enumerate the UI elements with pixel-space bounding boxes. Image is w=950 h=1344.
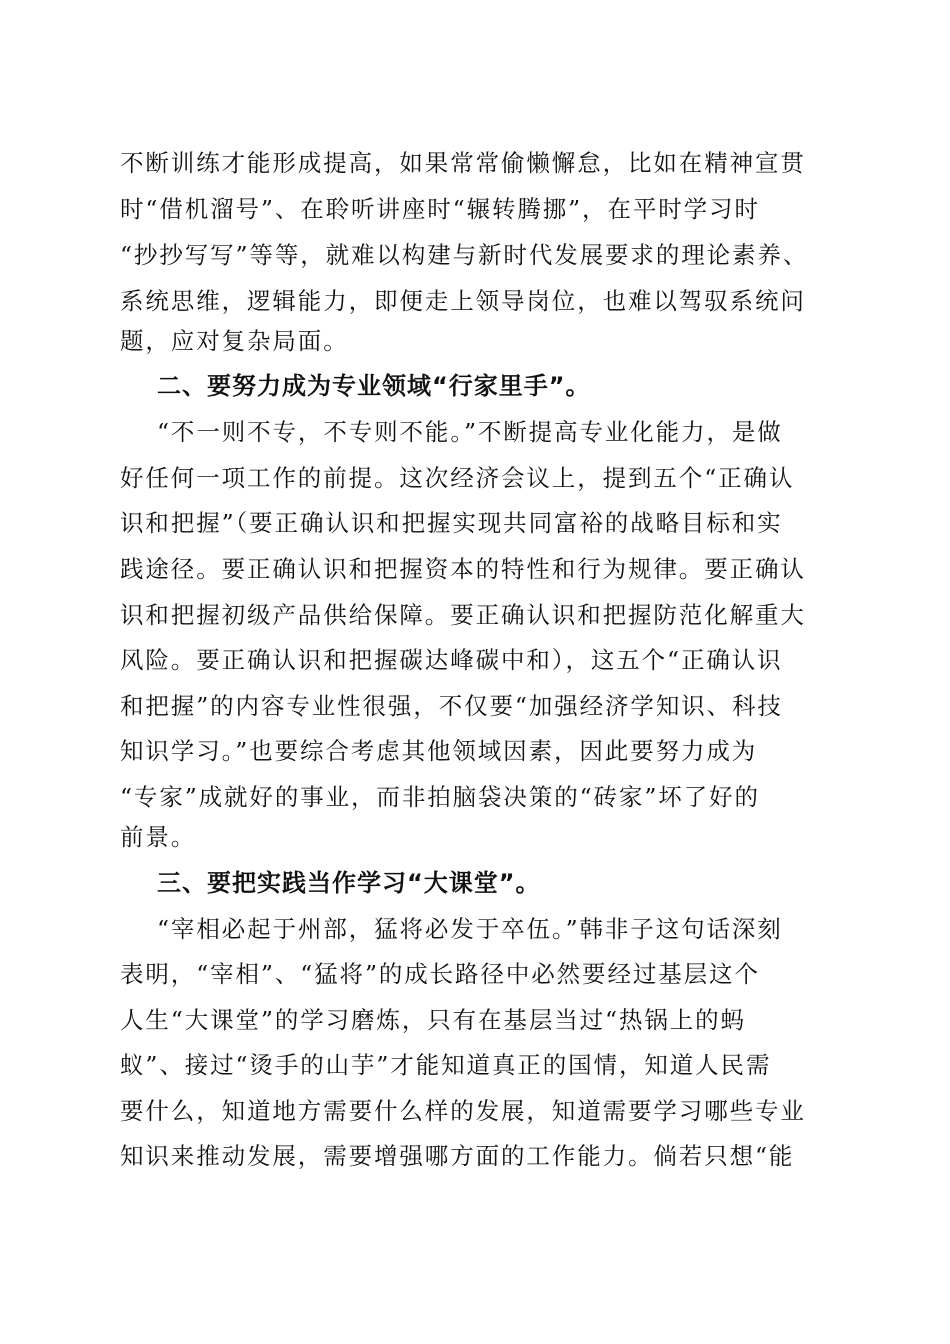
text-line: 蚁”、接过“烫手的山芋”才能知道真正的国情，知道人民需 bbox=[120, 1051, 772, 1079]
text-line: 不断训练才能形成提高，如果常常偷懒懈怠，比如在精神宣贯 bbox=[120, 149, 806, 177]
text-line: 要什么，知道地方需要什么样的发展，知道需要学习哪些专业 bbox=[120, 1097, 806, 1125]
text-line: 识和把握初级产品供给保障。要正确认识和把握防范化解重大 bbox=[120, 601, 806, 629]
text-line: 识和把握”（要正确认识和把握实现共同富裕的战略目标和实 bbox=[120, 509, 783, 537]
text-line: 系统思维，逻辑能力，即便走上领导岗位，也难以驾驭系统问 bbox=[120, 287, 806, 315]
text-line: 题，应对复杂局面。 bbox=[120, 327, 349, 355]
text-line: 知识学习。”也要综合考虑其他领域因素，因此要努力成为 bbox=[120, 737, 758, 765]
section-heading-3: 三、要把实践当作学习“大课堂”。 bbox=[157, 869, 541, 897]
text-line: 风险。要正确认识和把握碳达峰碳中和），这五个“正确认识 bbox=[120, 646, 783, 674]
text-line: “专家”成就好的事业，而非拍脑袋决策的“砖家”坏了好的 bbox=[120, 783, 760, 811]
text-line: 和把握”的内容专业性很强，不仅要“加强经济学知识、科技 bbox=[120, 692, 783, 720]
text-line: “不一则不专，不专则不能。”不断提高专业化能力，是做 bbox=[157, 418, 783, 446]
text-line: “宰相必起于州部，猛将必发于卒伍。”韩非子这句话深刻 bbox=[157, 915, 783, 943]
text-line: 表明，“宰相”、“猛将”的成长路径中必然要经过基层这个 bbox=[120, 960, 760, 988]
text-line: “抄抄写写”等等，就难以构建与新时代发展要求的理论素养、 bbox=[120, 241, 809, 269]
text-line: 知识来推动发展，需要增强哪方面的工作能力。倘若只想“能 bbox=[120, 1142, 795, 1170]
text-line: 践途径。要正确认识和把握资本的特性和行为规律。要正确认 bbox=[120, 555, 806, 583]
text-line: 时“借机溜号”、在聆听讲座时“辗转腾挪”，在平时学习时 bbox=[120, 195, 760, 223]
text-line: 前景。 bbox=[120, 823, 197, 851]
text-line: 好任何一项工作的前提。这次经济会议上，提到五个“正确认 bbox=[120, 464, 795, 492]
text-line: 人生“大课堂”的学习磨炼，只有在基层当过“热锅上的蚂 bbox=[120, 1006, 746, 1034]
section-heading-2: 二、要努力成为专业领域“行家里手”。 bbox=[157, 372, 591, 400]
